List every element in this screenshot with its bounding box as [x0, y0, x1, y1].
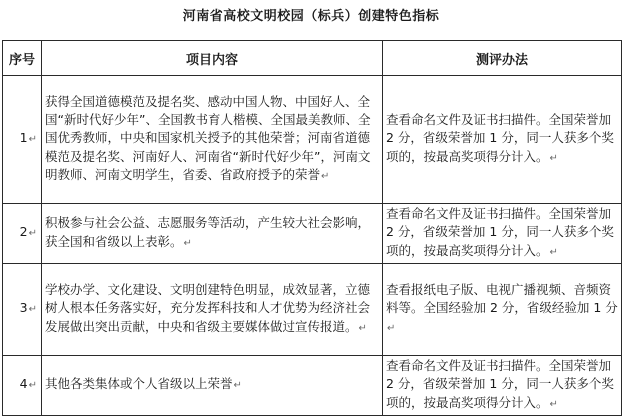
table-row	[3, 356, 622, 416]
row-content: 积极参与社会公益、志愿服务等活动，产生较大社会影响，获全国和省级以上表彰。↵	[42, 204, 383, 264]
paragraph-mark: ↵	[321, 170, 330, 182]
table-header-row	[3, 41, 622, 76]
row-method: 查看命名文件及证书扫描件。全国荣誉加 2 分，省级荣誉加 1 分，同一人获多个奖项的，按最高奖项得分计入。↵	[383, 204, 622, 264]
table-row	[3, 204, 622, 264]
paragraph-mark: ↵	[28, 134, 37, 146]
table-row	[3, 76, 622, 204]
paragraph-mark: ↵	[549, 246, 558, 258]
paragraph-mark: ↵	[387, 322, 396, 334]
paragraph-mark: ↵	[549, 398, 558, 410]
row-content: 学校办学、文化建设、文明创建特色明显，成效显著，立德树人根本任务落实好，充分发挥科技和人才优势为经济社会发展做出突出贡献，中央和省级主要媒体做过宣传报道。↵	[42, 264, 383, 356]
paragraph-mark: ↵	[549, 152, 558, 164]
header-index: 序号	[3, 41, 42, 76]
paragraph-mark: ↵	[28, 380, 37, 392]
row-index: 1↵	[3, 76, 42, 204]
row-method: 查看命名文件及证书扫描件。全国荣誉加 2 分，省级荣誉加 1 分，同一人获多个奖项的，按最高奖项得分计入。↵	[383, 356, 622, 416]
indicator-table	[2, 40, 622, 416]
row-content: 其他各类集体或个人省级以上荣誉↵	[42, 356, 383, 416]
paragraph-mark: ↵	[183, 237, 192, 249]
row-index: 3↵	[3, 264, 42, 356]
paragraph-mark: ↵	[28, 228, 37, 240]
paragraph-mark: ↵	[358, 322, 367, 334]
row-content: 获得全国道德模范及提名奖、感动中国人物、中国好人、全国“新时代好少年”、全国教书育人楷模、全国最美教师、全国优秀教师，中央和国家机关授予的其他荣誉；河南省道德模范及提名奖、河南好人、河南省“新时代好少年”，河南文明教师、河南文明学生，省委、省政府授予的荣誉↵	[42, 76, 383, 204]
table-row	[3, 264, 622, 356]
row-index: 2↵	[3, 204, 42, 264]
paragraph-mark: ↵	[233, 380, 242, 392]
header-content: 项目内容	[42, 41, 383, 76]
header-method: 测评办法	[383, 41, 622, 76]
row-method: 查看命名文件及证书扫描件。全国荣誉加 2 分，省级荣誉加 1 分，同一人获多个奖项的，按最高奖项得分计入。↵	[383, 76, 622, 204]
row-method: 查看报纸电子版、电视广播视频、音频资料等。全国经验加 2 分，省级经验加 1 分↵	[383, 264, 622, 356]
row-index: 4↵	[3, 356, 42, 416]
document-title: 河南省高校文明校园（标兵）创建特色指标	[182, 9, 440, 24]
paragraph-mark: ↵	[28, 304, 37, 316]
